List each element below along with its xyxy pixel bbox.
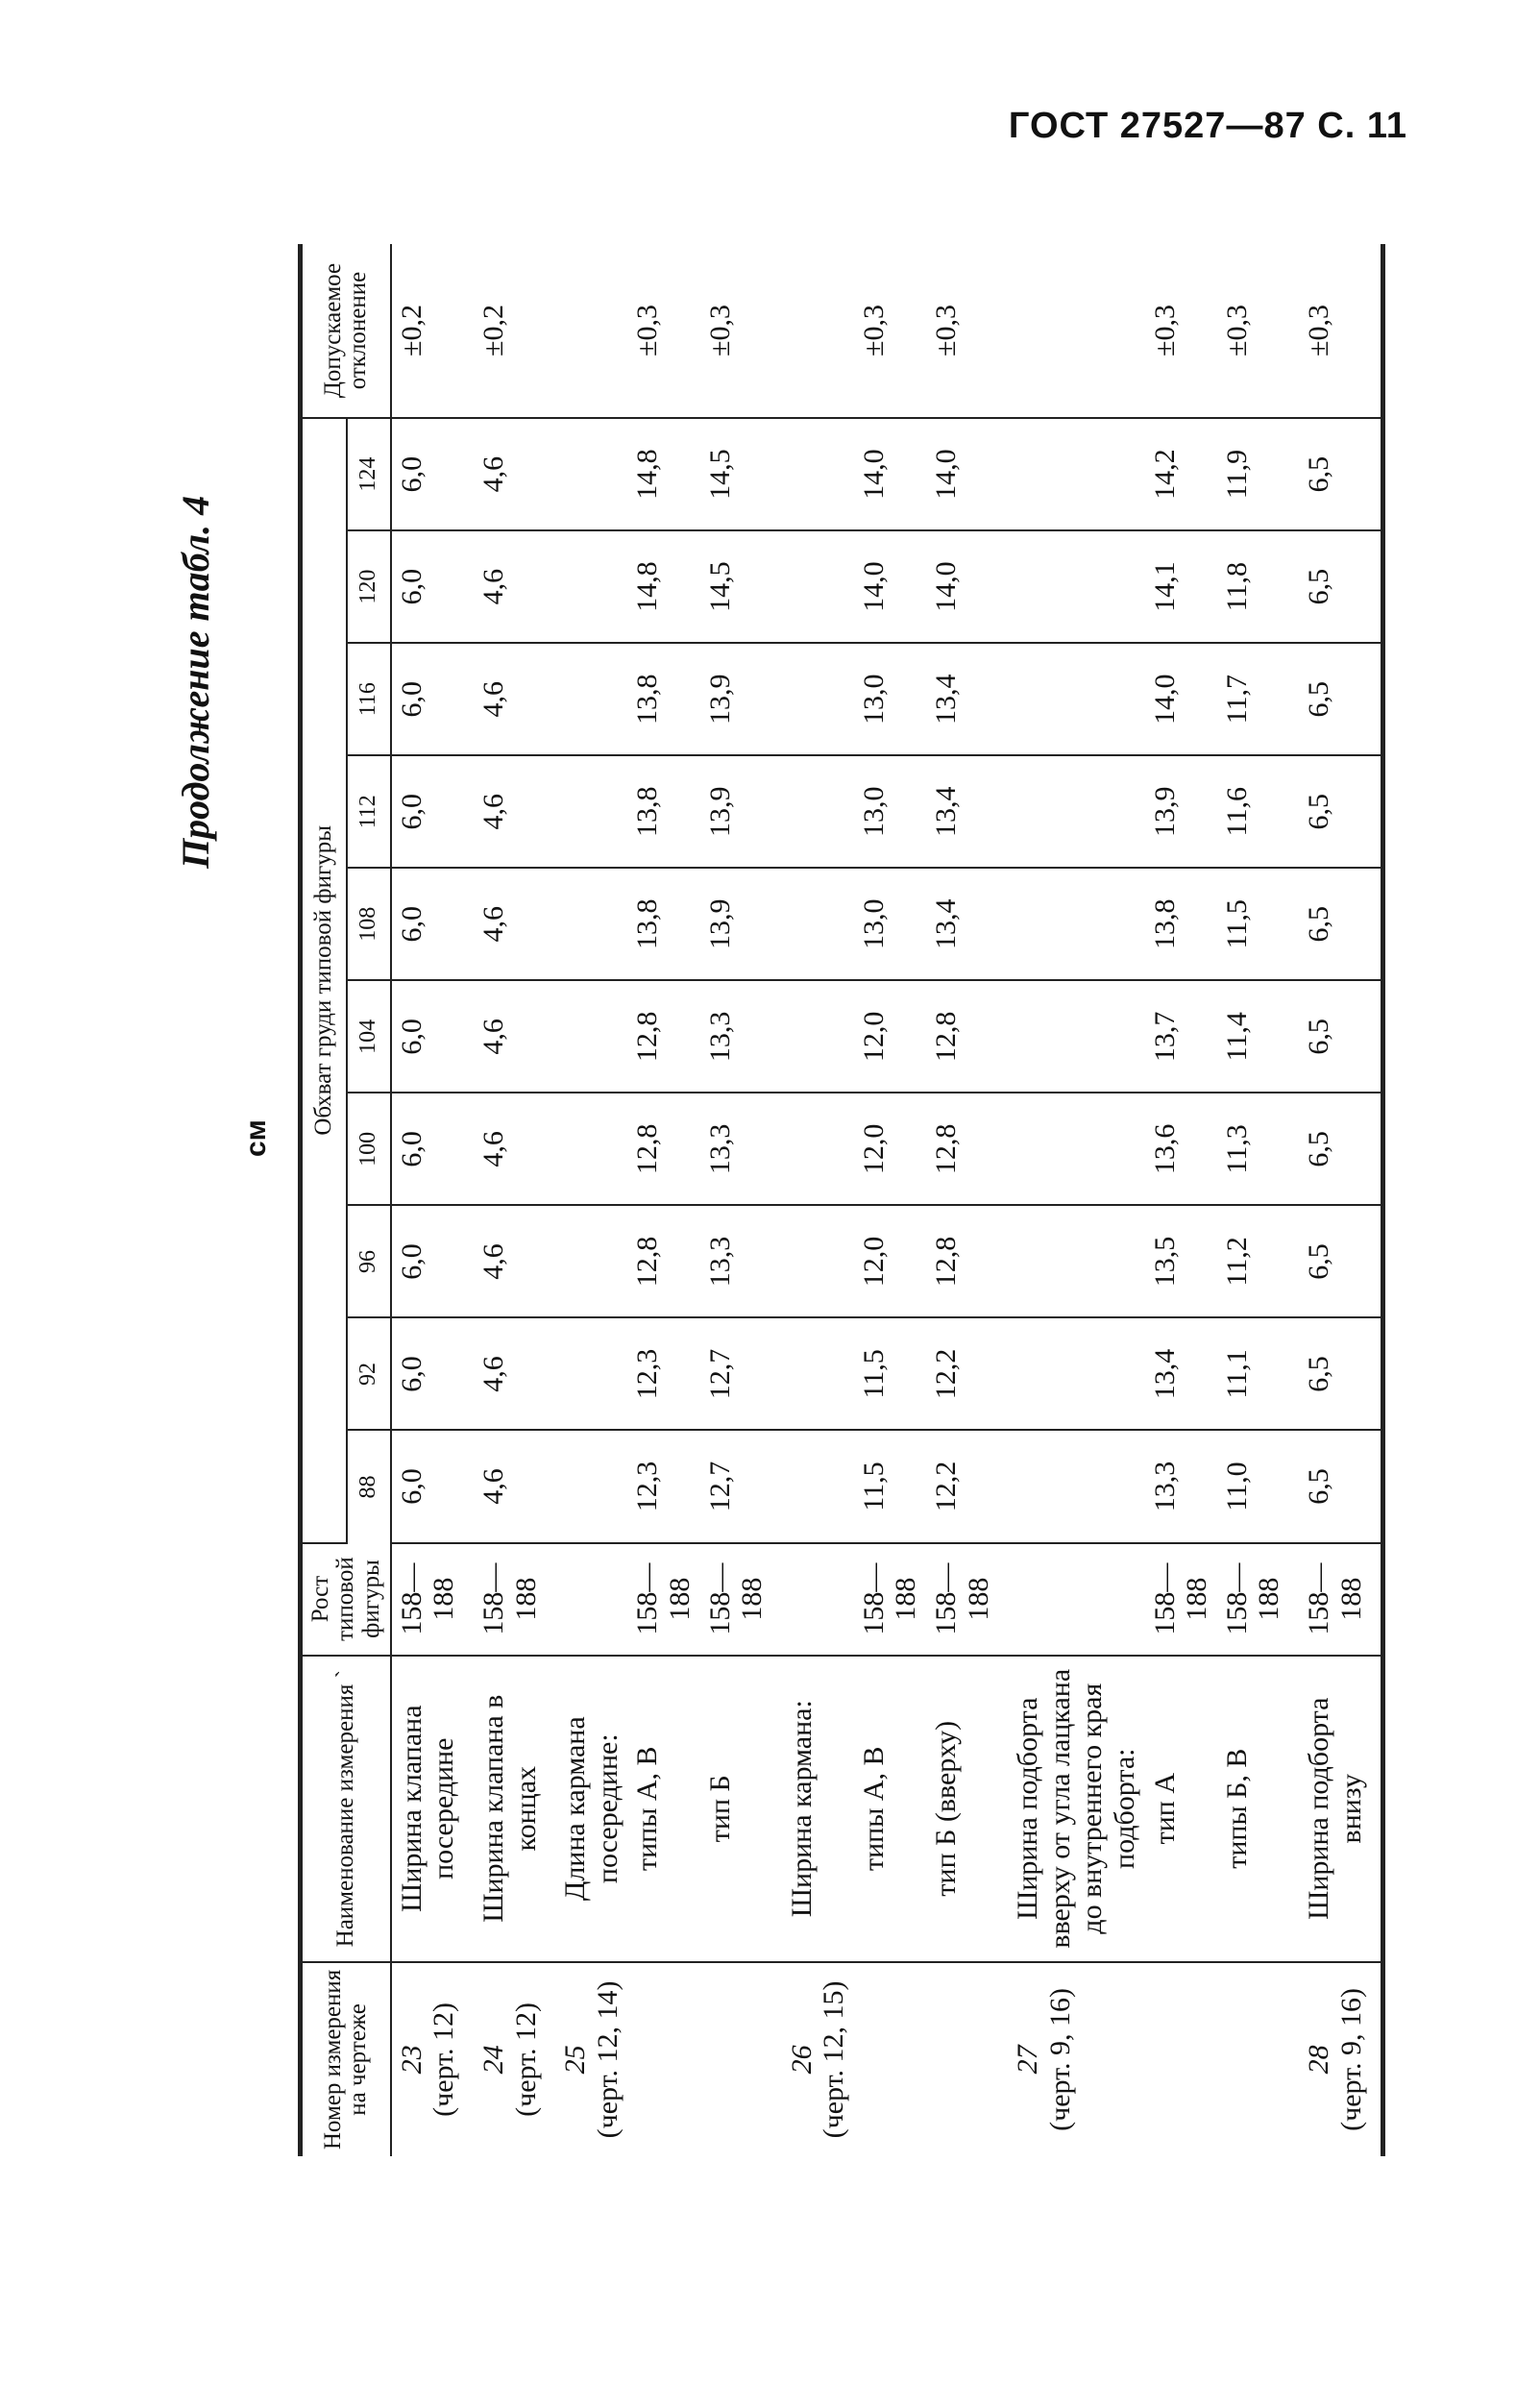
measure-no: 27 [1012, 2045, 1044, 2075]
value-size-108: 4,6 [474, 868, 555, 980]
value-size-96: 4,6 [474, 1205, 555, 1317]
value-size-96: 12,8 [926, 1205, 1008, 1317]
value-size-88: 12,3 [627, 1431, 699, 1543]
value-size-100: 13,3 [700, 1093, 782, 1205]
measure-name: Ширина клапана в концах [474, 1656, 555, 1962]
header-size-92: 92 [347, 1317, 391, 1430]
drawing-ref: (черт. 9, 16) [1043, 1988, 1076, 2131]
value-size-120: 6,0 [391, 530, 474, 643]
tolerance-value: ±0,2 [474, 244, 555, 418]
height-range: 158—188 [391, 1543, 474, 1656]
drawing-ref: (черт. 12) [428, 2002, 460, 2117]
tolerance-value [555, 244, 627, 418]
height-range: 158—188 [474, 1543, 555, 1656]
value-size-100: 6,5 [1299, 1093, 1381, 1205]
value-size-124: 6,0 [391, 418, 474, 530]
value-size-104 [555, 980, 627, 1093]
header-size-104: 104 [347, 980, 391, 1093]
value-size-112: 13,4 [926, 755, 1008, 868]
tolerance-value [1008, 244, 1144, 418]
value-size-108: 13,8 [627, 868, 699, 980]
measure-no-cell [1217, 1962, 1299, 2156]
measure-no-cell [1008, 1962, 1144, 2156]
value-size-124 [782, 418, 854, 530]
header-size-112: 112 [347, 755, 391, 868]
value-size-120: 14,8 [627, 530, 699, 643]
value-size-124: 14,8 [627, 418, 699, 530]
measure-name: Длина кармана посередине: [555, 1656, 627, 1962]
value-size-124 [555, 418, 627, 530]
value-size-108: 13,0 [854, 868, 926, 980]
value-size-92: 6,5 [1299, 1317, 1381, 1430]
table-row [700, 244, 782, 2156]
value-size-124: 14,0 [854, 418, 926, 530]
value-size-120 [1008, 530, 1144, 643]
measure-no-cell [700, 1962, 782, 2156]
height-range: 158—188 [700, 1543, 782, 1656]
drawing-ref: (черт. 12, 15) [818, 1980, 850, 2139]
value-size-92: 11,1 [1217, 1317, 1299, 1430]
measure-name: Ширина подборта внизу [1299, 1656, 1381, 1962]
value-size-92: 4,6 [474, 1317, 555, 1430]
value-size-104: 6,5 [1299, 980, 1381, 1093]
header-size-100: 100 [347, 1093, 391, 1205]
value-size-108: 6,0 [391, 868, 474, 980]
value-size-120: 14,0 [854, 530, 926, 643]
measure-no-cell [555, 1962, 627, 2156]
height-range [782, 1543, 854, 1656]
value-size-108: 13,9 [700, 868, 782, 980]
measure-no-cell [474, 1962, 555, 2156]
table-row [926, 244, 1008, 2156]
value-size-96: 13,5 [1145, 1205, 1217, 1317]
value-size-124: 4,6 [474, 418, 555, 530]
value-size-96: 11,2 [1217, 1205, 1299, 1317]
measure-no: 25 [559, 2045, 592, 2075]
value-size-116: 13,8 [627, 643, 699, 755]
header-size-96: 96 [347, 1205, 391, 1317]
measure-no-cell [391, 1962, 474, 2156]
value-size-88 [782, 1431, 854, 1543]
value-size-116: 13,4 [926, 643, 1008, 755]
value-size-116: 6,5 [1299, 643, 1381, 755]
value-size-120 [782, 530, 854, 643]
measure-no-cell [1299, 1962, 1381, 2156]
value-size-88: 13,3 [1145, 1431, 1217, 1543]
value-size-100: 6,0 [391, 1093, 474, 1205]
value-size-88 [555, 1431, 627, 1543]
value-size-116 [782, 643, 854, 755]
value-size-116: 11,7 [1217, 643, 1299, 755]
measure-name: Ширина кармана: [782, 1656, 854, 1962]
value-size-108: 6,5 [1299, 868, 1381, 980]
value-size-88 [1008, 1431, 1144, 1543]
table-row [555, 244, 627, 2156]
value-size-108 [1008, 868, 1144, 980]
value-size-116: 13,9 [700, 643, 782, 755]
value-size-100: 12,8 [926, 1093, 1008, 1205]
value-size-116 [1008, 643, 1144, 755]
value-size-92 [1008, 1317, 1144, 1430]
value-size-88: 6,0 [391, 1431, 474, 1543]
value-size-112 [1008, 755, 1144, 868]
measure-no: 28 [1303, 2045, 1334, 2075]
value-size-100: 12,8 [627, 1093, 699, 1205]
table-row [1008, 244, 1144, 2156]
measure-no: 24 [477, 2045, 509, 2075]
value-size-120: 14,5 [700, 530, 782, 643]
measure-no-cell [854, 1962, 926, 2156]
value-size-112: 4,6 [474, 755, 555, 868]
value-size-112: 11,6 [1217, 755, 1299, 868]
value-size-104: 13,3 [700, 980, 782, 1093]
header-height: Рост типовой фигуры [303, 1543, 391, 1656]
value-size-120: 14,1 [1145, 530, 1217, 643]
measure-no-cell [1145, 1962, 1217, 2156]
drawing-ref: (черт. 9, 16) [1334, 1988, 1367, 2131]
value-size-112: 13,0 [854, 755, 926, 868]
measure-no-cell [782, 1962, 854, 2156]
tolerance-value: ±0,3 [1145, 244, 1217, 418]
value-size-108: 11,5 [1217, 868, 1299, 980]
value-size-112: 6,5 [1299, 755, 1381, 868]
tolerance-value: ±0,3 [854, 244, 926, 418]
value-size-116: 4,6 [474, 643, 555, 755]
table-row [782, 244, 854, 2156]
value-size-92: 11,5 [854, 1317, 926, 1430]
value-size-108: 13,4 [926, 868, 1008, 980]
value-size-92 [782, 1317, 854, 1430]
value-size-120: 6,5 [1299, 530, 1381, 643]
table-row [627, 244, 699, 2156]
table-row [1145, 244, 1217, 2156]
table-row [391, 244, 474, 2156]
value-size-112 [782, 755, 854, 868]
tolerance-value: ±0,3 [627, 244, 699, 418]
tolerance-value: ±0,3 [926, 244, 1008, 418]
table-caption: Продолжение табл. 4 [174, 495, 217, 869]
table-row [474, 244, 555, 2156]
header-size-124: 124 [347, 418, 391, 530]
value-size-112 [555, 755, 627, 868]
value-size-100 [782, 1093, 854, 1205]
value-size-104 [782, 980, 854, 1093]
measure-name: тип Б (вверху) [926, 1656, 1008, 1962]
value-size-124 [1008, 418, 1144, 530]
value-size-100: 11,3 [1217, 1093, 1299, 1205]
value-size-88: 12,2 [926, 1431, 1008, 1543]
value-size-104: 12,8 [926, 980, 1008, 1093]
height-range: 158—188 [1217, 1543, 1299, 1656]
measure-no-cell [627, 1962, 699, 2156]
value-size-96: 13,3 [700, 1205, 782, 1317]
drawing-ref: (черт. 12) [509, 2002, 542, 2117]
value-size-112: 6,0 [391, 755, 474, 868]
rotated-table-page [173, 231, 1367, 2156]
table-row [1217, 244, 1299, 2156]
height-range: 158—188 [926, 1543, 1008, 1656]
height-range: 158—188 [854, 1543, 926, 1656]
height-range: 158—188 [1145, 1543, 1217, 1656]
value-size-92: 13,4 [1145, 1317, 1217, 1430]
tolerance-value: ±0,3 [700, 244, 782, 418]
value-size-88: 11,5 [854, 1431, 926, 1543]
value-size-120: 14,0 [926, 530, 1008, 643]
value-size-104: 12,8 [627, 980, 699, 1093]
value-size-108 [782, 868, 854, 980]
measure-name: тип Б [700, 1656, 782, 1962]
value-size-100: 4,6 [474, 1093, 555, 1205]
value-size-96 [782, 1205, 854, 1317]
value-size-124: 6,5 [1299, 418, 1381, 530]
header-measure-no: Номер измерения на чертеже [303, 1962, 391, 2156]
value-size-120: 11,8 [1217, 530, 1299, 643]
value-size-104: 11,4 [1217, 980, 1299, 1093]
tolerance-value: ±0,3 [1299, 244, 1381, 418]
value-size-96: 12,0 [854, 1205, 926, 1317]
value-size-116: 14,0 [1145, 643, 1217, 755]
value-size-96 [1008, 1205, 1144, 1317]
header-size-88: 88 [347, 1431, 391, 1543]
value-size-92: 6,0 [391, 1317, 474, 1430]
value-size-116: 6,0 [391, 643, 474, 755]
value-size-88: 6,5 [1299, 1431, 1381, 1543]
measure-no: 23 [395, 2045, 428, 2075]
measure-no: 26 [785, 2045, 818, 2075]
measurements-table [303, 244, 1381, 2156]
value-size-104: 12,0 [854, 980, 926, 1093]
value-size-96 [555, 1205, 627, 1317]
value-size-120: 4,6 [474, 530, 555, 643]
value-size-104 [1008, 980, 1144, 1093]
height-range: 158—188 [1299, 1543, 1381, 1656]
value-size-112: 13,8 [627, 755, 699, 868]
value-size-100: 13,6 [1145, 1093, 1217, 1205]
measure-name: Ширина подборта вверху от угла лацкана до внутреннего края подборта: [1008, 1656, 1144, 1962]
height-range: 158—188 [627, 1543, 699, 1656]
measure-name: тип А [1145, 1656, 1217, 1962]
value-size-100: 12,0 [854, 1093, 926, 1205]
value-size-104: 13,7 [1145, 980, 1217, 1093]
header-size-116: 116 [347, 643, 391, 755]
height-range [1008, 1543, 1144, 1656]
value-size-92: 12,2 [926, 1317, 1008, 1430]
tolerance-value [782, 244, 854, 418]
value-size-88: 12,7 [700, 1431, 782, 1543]
value-size-96: 6,0 [391, 1205, 474, 1317]
measure-name: Ширина клапана посередине [391, 1656, 474, 1962]
value-size-124: 11,9 [1217, 418, 1299, 530]
tolerance-value: ±0,2 [391, 244, 474, 418]
value-size-104: 4,6 [474, 980, 555, 1093]
value-size-100 [1008, 1093, 1144, 1205]
value-size-108 [555, 868, 627, 980]
table-row [854, 244, 926, 2156]
value-size-124: 14,5 [700, 418, 782, 530]
value-size-88: 11,0 [1217, 1431, 1299, 1543]
value-size-92: 12,7 [700, 1317, 782, 1430]
tolerance-value: ±0,3 [1217, 244, 1299, 418]
page-header: ГОСТ 27527—87 С. 11 [1008, 106, 1407, 146]
header-chest-group: Обхват груди типовой фигуры [303, 418, 347, 1543]
value-size-104: 6,0 [391, 980, 474, 1093]
value-size-92 [555, 1317, 627, 1430]
value-size-124: 14,0 [926, 418, 1008, 530]
value-size-112: 13,9 [700, 755, 782, 868]
value-size-88: 4,6 [474, 1431, 555, 1543]
header-name: Наименование измерения ` [303, 1656, 391, 1962]
table-row [1299, 244, 1381, 2156]
value-size-116 [555, 643, 627, 755]
measure-name: типы А, В [627, 1656, 699, 1962]
unit-label: см [240, 1119, 272, 1157]
height-range [555, 1543, 627, 1656]
measure-name: типы Б, В [1217, 1656, 1299, 1962]
measure-name: типы А, В [854, 1656, 926, 1962]
measure-no-cell [926, 1962, 1008, 2156]
value-size-124: 14,2 [1145, 418, 1217, 530]
table-frame [298, 244, 1385, 2156]
header-tolerance: Допускаемое отклонение [303, 244, 391, 418]
value-size-116: 13,0 [854, 643, 926, 755]
value-size-100 [555, 1093, 627, 1205]
value-size-96: 6,5 [1299, 1205, 1381, 1317]
drawing-ref: (черт. 12, 14) [591, 1980, 623, 2139]
value-size-112: 13,9 [1145, 755, 1217, 868]
value-size-108: 13,8 [1145, 868, 1217, 980]
header-size-108: 108 [347, 868, 391, 980]
value-size-96: 12,8 [627, 1205, 699, 1317]
value-size-92: 12,3 [627, 1317, 699, 1430]
header-size-120: 120 [347, 530, 391, 643]
value-size-120 [555, 530, 627, 643]
